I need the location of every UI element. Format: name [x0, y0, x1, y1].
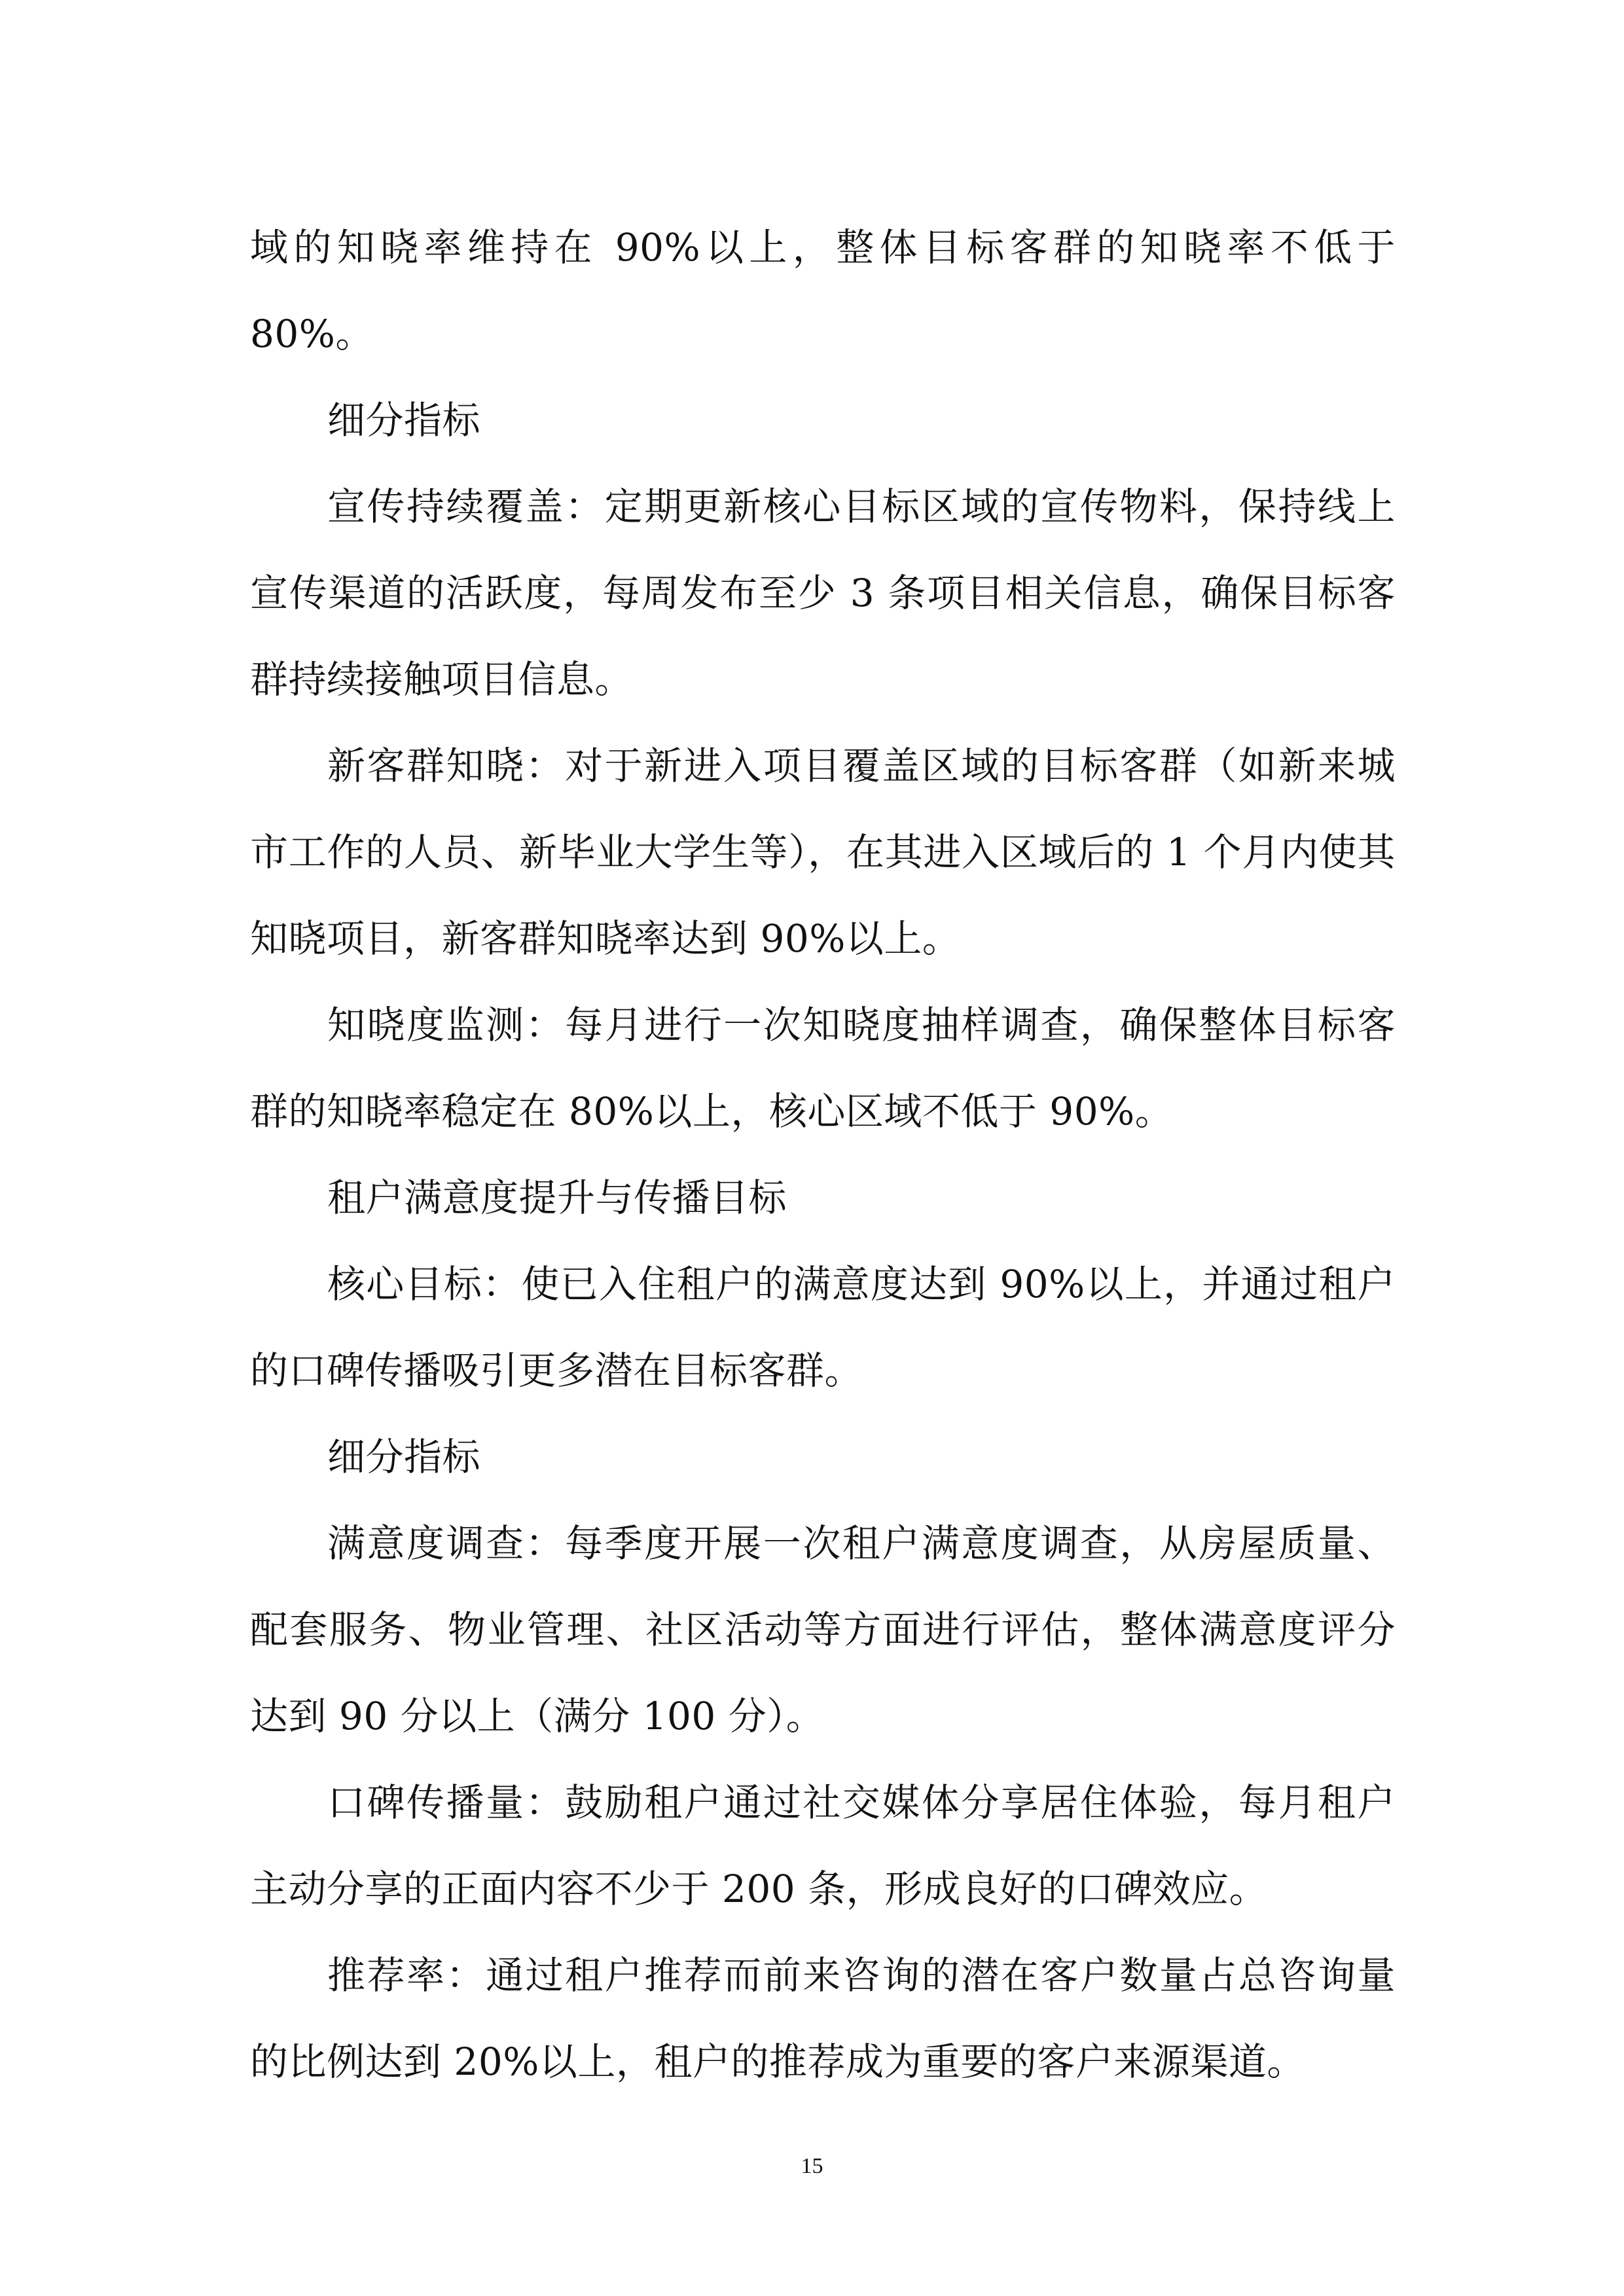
subheading-detail-indicators: 细分指标 — [327, 398, 481, 442]
page-number: 15 — [801, 2154, 823, 2178]
paragraph-continuation: 域的知晓率维持在 90%以上，整体目标客群的知晓率不低于 80%。 — [250, 225, 1396, 356]
body-text — [250, 204, 1396, 2105]
paragraph-referral-rate: 推荐率：通过租户推荐而前来咨询的潜在客户数量占总咨询量的比例达到 20%以上，租户的推荐成为重要的客户来源渠道。 — [250, 1953, 1396, 2084]
paragraph-satisfaction-survey: 满意度调查：每季度开展一次租户满意度调查，从房屋质量、配套服务、物业管理、社区活动等方面进行评估，整体满意度评分达到 90 分以上（满分 100 分）。 — [250, 1521, 1396, 1738]
paragraph-word-of-mouth: 口碑传播量：鼓励租户通过社交媒体分享居住体验，每月租户主动分享的正面内容不少于 200 条，形成良好的口碑效应。 — [250, 1780, 1396, 1911]
paragraph-core-goal: 核心目标：使已入住租户的满意度达到 90%以上，并通过租户的口碑传播吸引更多潜在目标客群。 — [250, 1262, 1396, 1393]
paragraph-awareness-monitoring: 知晓度监测：每月进行一次知晓度抽样调查，确保整体目标客群的知晓率稳定在 80%以上，核心区域不低于 90%。 — [250, 1003, 1396, 1134]
paragraph-promotion-coverage: 宣传持续覆盖：定期更新核心目标区域的宣传物料，保持线上宣传渠道的活跃度，每周发布至少 3 条项目相关信息，确保目标客群持续接触项目信息。 — [250, 484, 1396, 702]
heading-tenant-satisfaction-goal: 租户满意度提升与传播目标 — [327, 1175, 787, 1220]
paragraph-new-customer-awareness: 新客群知晓：对于新进入项目覆盖区域的目标客群（如新来城市工作的人员、新毕业大学生等），在其进入区域后的 1 个月内使其知晓项目，新客群知晓率达到 90%以上。 — [250, 744, 1396, 961]
subheading-detail-indicators-2: 细分指标 — [327, 1435, 481, 1479]
